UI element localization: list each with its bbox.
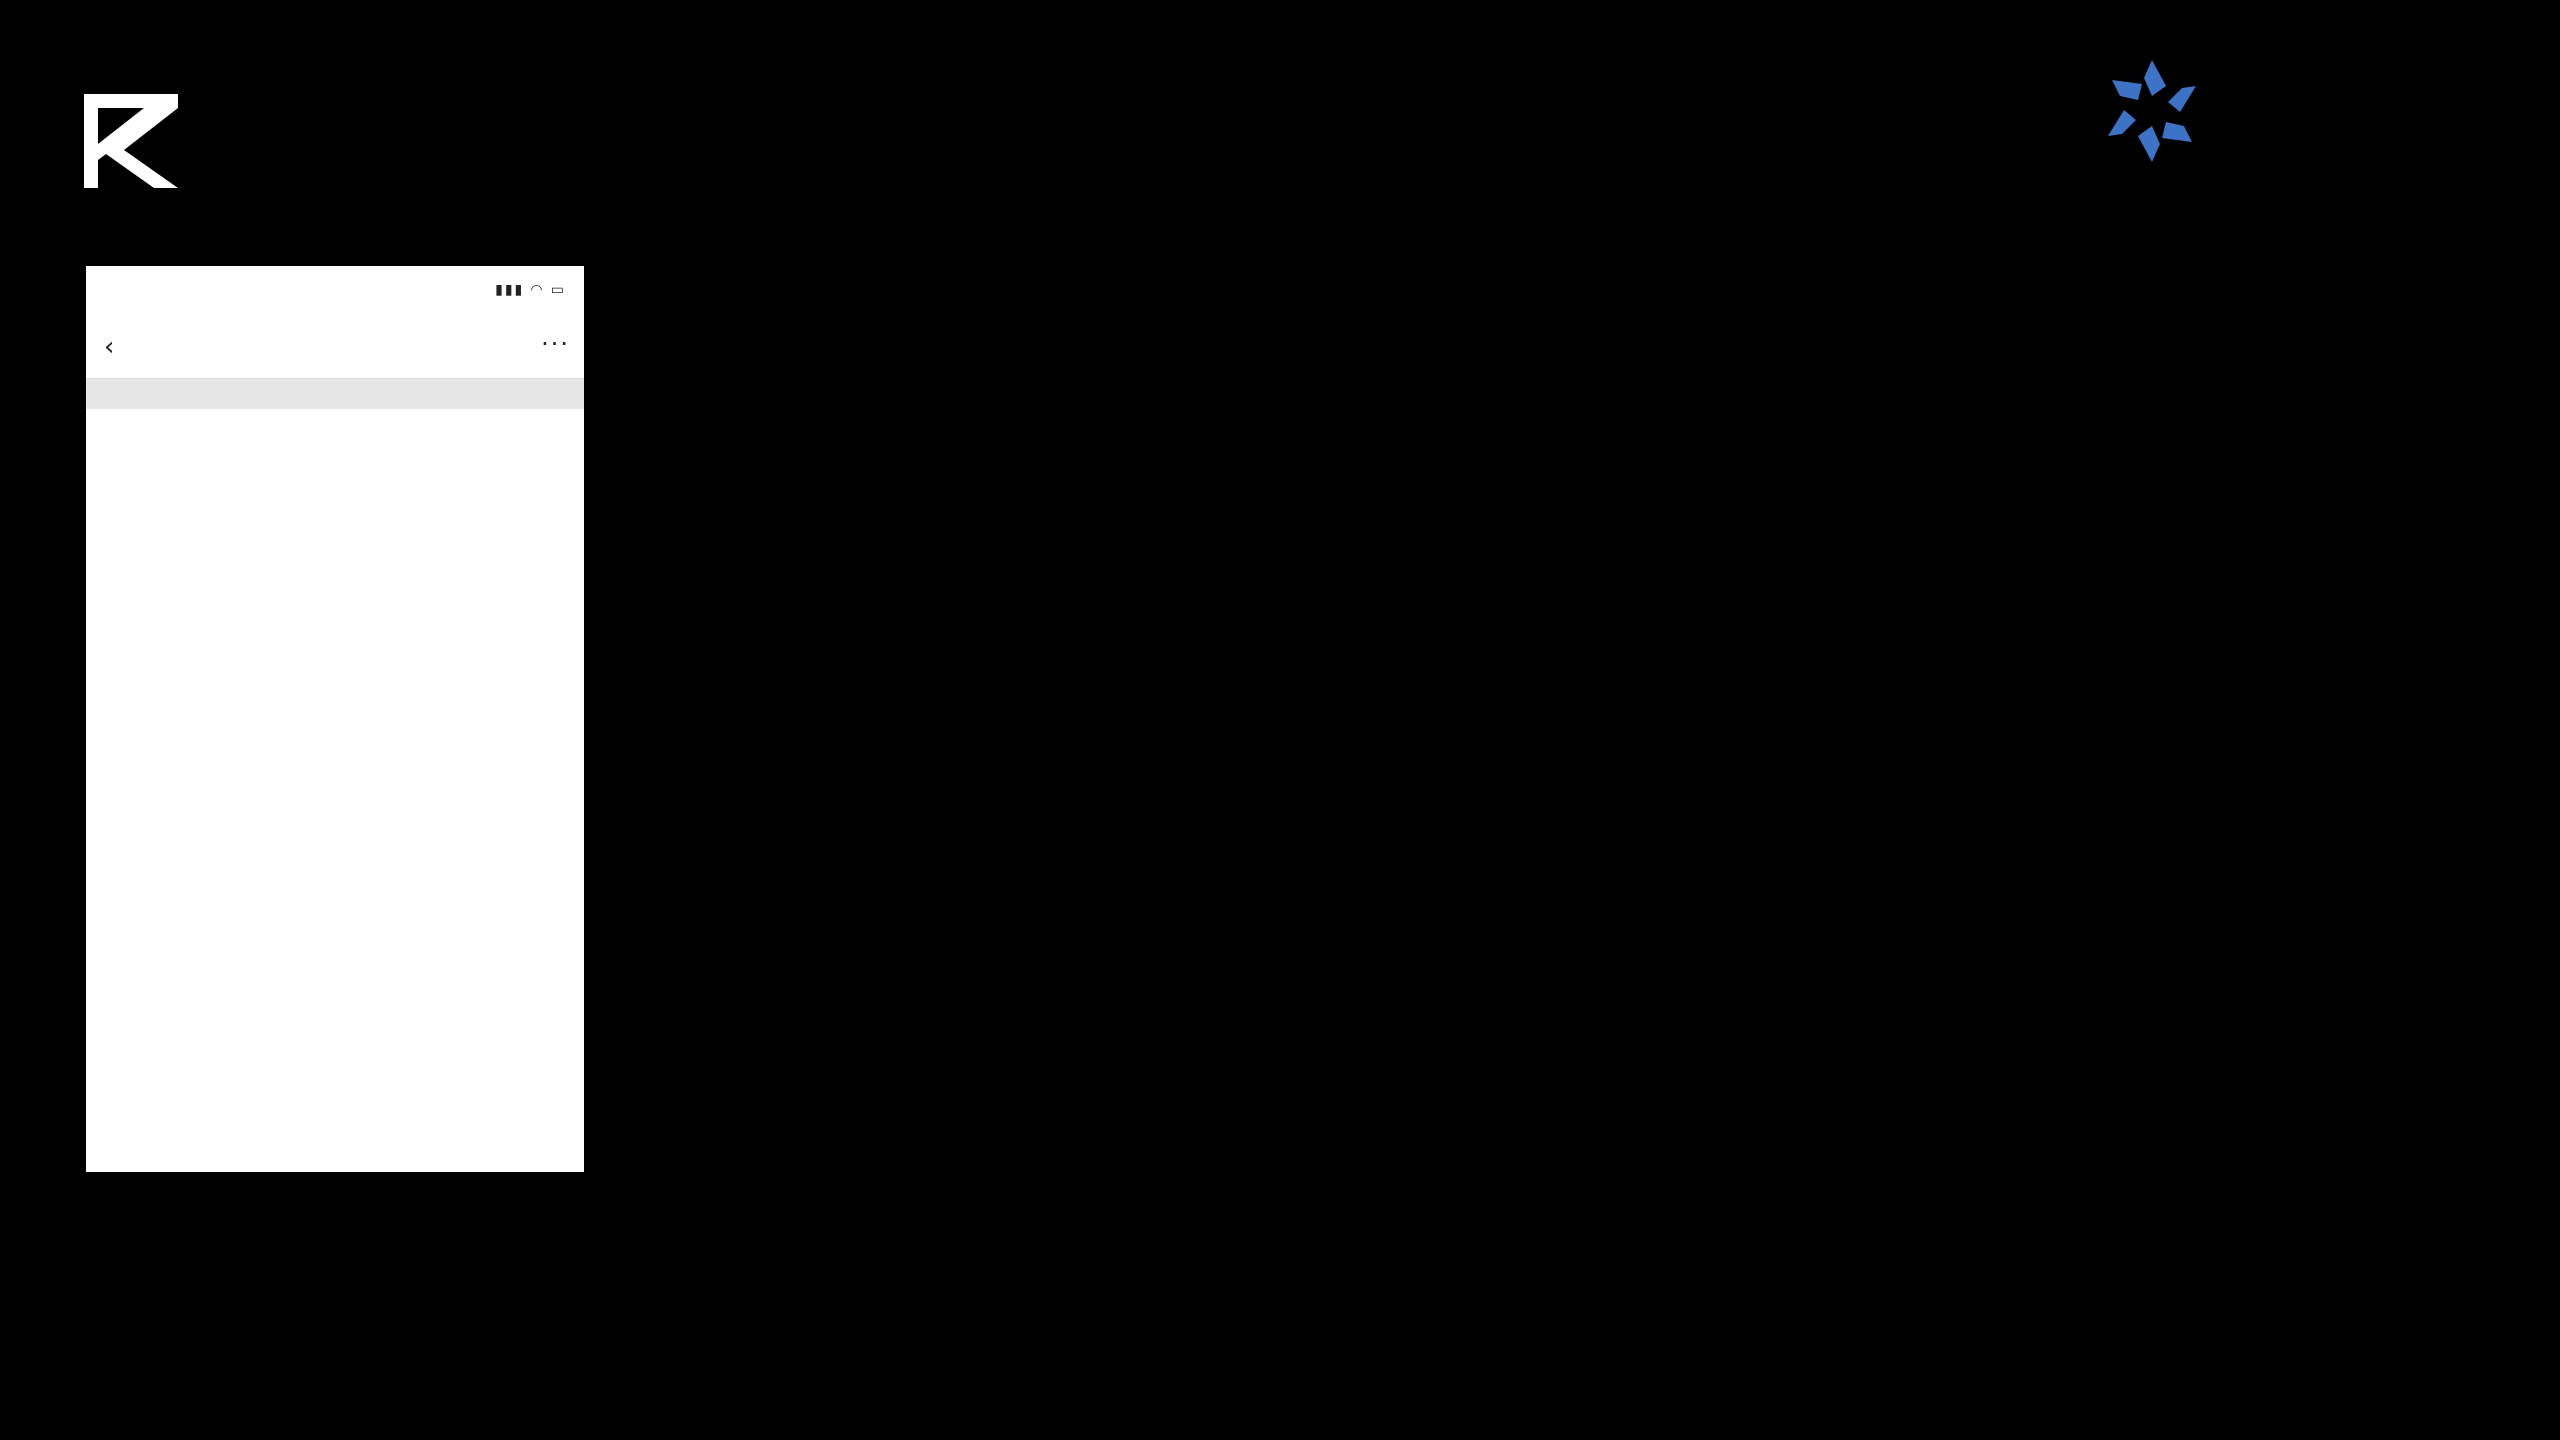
phone-screenshot-1 bbox=[86, 266, 584, 1172]
ocean-engine-logo-icon bbox=[2096, 56, 2208, 166]
status-bar bbox=[86, 266, 584, 318]
back-chevron-icon[interactable]: ‹ bbox=[104, 332, 115, 362]
more-icon[interactable]: ··· bbox=[541, 330, 570, 358]
signal-wifi-battery-icon: ▮▮▮ ◠ ▭ bbox=[495, 282, 566, 298]
k-logo bbox=[84, 94, 178, 188]
page1-top bbox=[86, 409, 584, 1172]
document-navbar bbox=[86, 318, 584, 379]
